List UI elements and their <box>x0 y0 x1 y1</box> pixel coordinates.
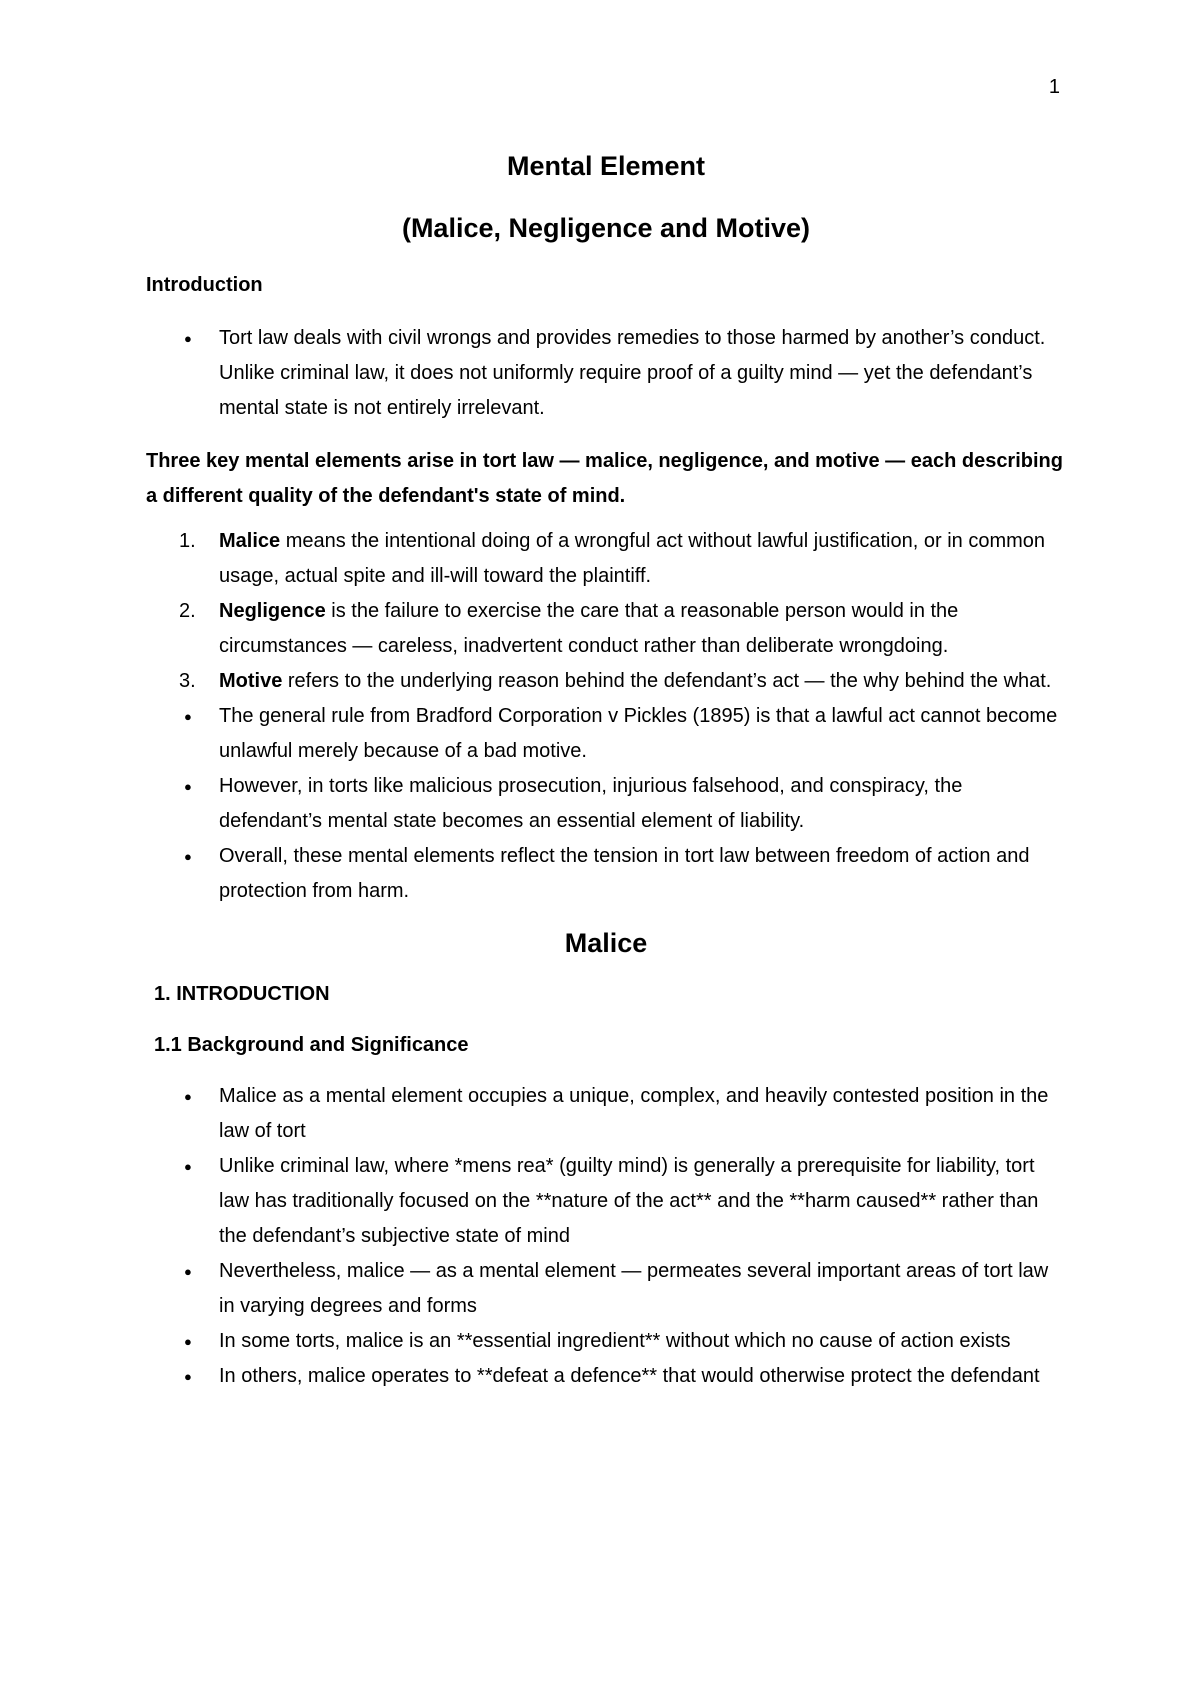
section-heading-malice: Malice <box>564 928 648 958</box>
list-item <box>146 664 1066 699</box>
list-item: ● Overall, these mental elements reflect the tension in tort law between freedom of action and protection from harm. <box>146 839 1066 909</box>
document-subtitle: (Malice, Negligence and Motive) <box>401 213 811 243</box>
numbered-list <box>146 524 1066 699</box>
list-number: 3. <box>179 670 196 692</box>
list-item: ● The general rule from Bradford Corporation v Pickles (1895) is that a lawful act cannot become unlawful merely because of a bad motive. <box>146 699 1066 769</box>
list-item: ● Nevertheless, malice — as a mental element — permeates several important areas of tort law in varying degrees and forms <box>146 1254 1066 1324</box>
section-1-heading: 1. INTRODUCTION <box>154 983 330 1005</box>
summary-bullet-list <box>146 699 1066 909</box>
definition: means the intentional doing of a wrongful act without lawful justification, or in common usage, actual spite and ill-will toward the plaintiff. <box>219 530 1046 587</box>
malice-bullet-list <box>146 1079 1066 1394</box>
introduction-bullet-list <box>146 321 1066 426</box>
list-item: ● Tort law deals with civil wrongs and provides remedies to those harmed by another’s conduct. Unlike criminal law, it does not uniformly require proof of a guilty mind — yet the defendant’s mental state is not entirely irrelevant. <box>146 321 1066 426</box>
list-item <box>146 524 1066 594</box>
list-item <box>146 594 1066 664</box>
list-number: 1. <box>179 530 196 552</box>
list-item: ● In others, malice operates to **defeat a defence** that would otherwise protect the defendant <box>146 1359 1066 1394</box>
page-number: 1 <box>1048 76 1060 98</box>
list-number: 2. <box>179 600 196 622</box>
list-item: ● Unlike criminal law, where *mens rea* (guilty mind) is generally a prerequisite for liability, tort law has traditionally focused on the **nature of the act** and the **harm caused** rather than the defendant’s subjective state of mind <box>146 1149 1066 1254</box>
definition: refers to the underlying reason behind the defendant’s act — the why behind the what. <box>282 670 1052 692</box>
section-1-1-heading: 1.1 Background and Significance <box>154 1034 469 1056</box>
list-item: ● However, in torts like malicious prosecution, injurious falsehood, and conspiracy, the defendant’s mental state becomes an essential element of liability. <box>146 769 1066 839</box>
list-item: ● Malice as a mental element occupies a unique, complex, and heavily contested position in the law of tort <box>146 1079 1066 1149</box>
term: Malice <box>219 530 281 552</box>
list-item: ● In some torts, malice is an **essential ingredient** without which no cause of action exists <box>146 1324 1066 1359</box>
term: Negligence <box>219 600 326 622</box>
definition: is the failure to exercise the care that a reasonable person would in the circumstances — careless, inadvertent conduct rather than deliberate wrongdoing. <box>219 600 959 657</box>
introduction-label: Introduction <box>146 274 263 296</box>
key-elements-paragraph: Three key mental elements arise in tort law — malice, negligence, and motive — each describing a different quality of the defendant's state of mind. <box>146 450 1063 507</box>
term: Motive <box>219 670 283 692</box>
page-content <box>146 148 1066 1394</box>
document-title: Mental Element <box>506 151 706 181</box>
